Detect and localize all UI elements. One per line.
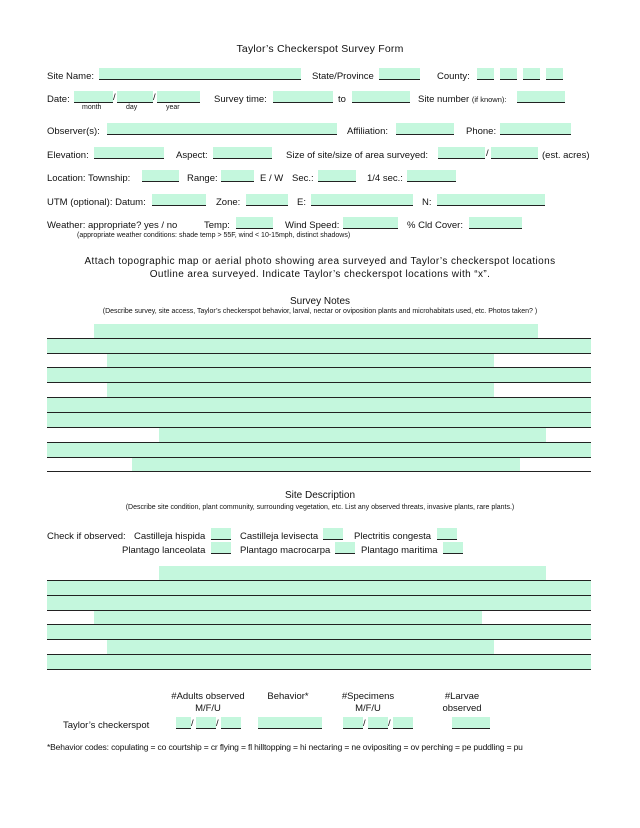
to-label: to (338, 94, 346, 105)
date-slash-2: / (153, 92, 156, 103)
description-highlight (47, 581, 591, 595)
site-number-text: Site number (418, 94, 470, 105)
specimens-slash-1: / (363, 718, 366, 729)
site-name-label: Site Name: (47, 71, 94, 82)
size-of-site-field[interactable] (438, 147, 485, 159)
aspect-label: Aspect: (176, 150, 208, 161)
castilleja-levisecta-check[interactable] (323, 528, 343, 540)
date-label: Date: (47, 94, 70, 105)
location-township-label: Location: Township: (47, 173, 131, 184)
site-description-title: Site Description (284, 490, 356, 501)
size-of-site-label: Size of site/size of area surveyed: (286, 150, 429, 161)
notes-highlight (47, 339, 591, 353)
form-title: Taylor’s Checkerspot Survey Form (236, 43, 404, 55)
plant-castilleja-hispida: Castilleja hispida (134, 531, 206, 542)
plantago-lanceolata-check[interactable] (211, 542, 231, 554)
survey-notes-subtitle: (Describe survey, site access, Taylor’s checkerspot behavior, larval, nectar or oviposition plants and microhabitats used, etc. Photos taken? ) (102, 308, 538, 315)
adults-header: #Adults observed (171, 691, 245, 702)
notes-highlight (47, 368, 591, 382)
size-slash: / (486, 148, 489, 159)
larvae-subheader: observed (442, 703, 482, 714)
description-line (47, 669, 591, 670)
adults-unknown-field[interactable] (221, 717, 241, 729)
notes-highlight (47, 443, 591, 457)
survey-time-label: Survey time: (214, 94, 267, 105)
elevation-label: Elevation: (47, 150, 89, 161)
datum-field[interactable] (152, 194, 206, 206)
notes-highlight (47, 398, 591, 412)
plantago-macrocarpa-check[interactable] (335, 542, 355, 554)
ew-label: E / W (260, 173, 284, 184)
specimens-subheader: M/F/U (355, 703, 381, 714)
wind-speed-field[interactable] (343, 217, 398, 229)
description-highlight (47, 625, 591, 639)
survey-notes-title: Survey Notes (289, 296, 351, 307)
plantago-maritima-check[interactable] (443, 542, 463, 554)
site-number-label (418, 94, 506, 105)
weather-label: Weather: appropriate? yes / no (47, 220, 178, 231)
sec-label: Sec.: (292, 173, 314, 184)
description-highlight (47, 655, 591, 669)
observers-field[interactable] (107, 123, 337, 135)
est-acres-label: (est. acres) (542, 150, 590, 161)
castilleja-hispida-check[interactable] (211, 528, 231, 540)
state-province-label: State/Province (312, 71, 374, 82)
sec-field[interactable] (318, 170, 356, 182)
utm-n-field[interactable] (437, 194, 545, 206)
quarter-sec-label: 1/4 sec.: (367, 173, 403, 184)
adults-slash-1: / (191, 718, 194, 729)
range-field[interactable] (221, 170, 254, 182)
date-day-field[interactable] (117, 91, 153, 103)
elevation-field[interactable] (94, 147, 164, 159)
cld-cover-field[interactable] (469, 217, 522, 229)
attach-instruction-1: Attach topographic map or aerial photo showing area surveyed and Taylor’s checkerspot locations (84, 256, 556, 267)
plant-castilleja-levisecta: Castilleja levisecta (240, 531, 319, 542)
weather-note: (appropriate weather conditions: shade temp > 55F, wind < 10-15mph, distinct shadows) (77, 232, 351, 239)
description-highlight (47, 596, 591, 610)
if-known-text: (if known): (471, 95, 507, 104)
state-province-field[interactable] (379, 68, 420, 80)
notes-highlight (107, 354, 494, 367)
adults-subheader: M/F/U (195, 703, 221, 714)
day-caption: day (126, 104, 138, 111)
temp-field[interactable] (236, 217, 273, 229)
month-caption: month (82, 104, 102, 111)
notes-highlight (132, 458, 520, 471)
site-description-subtitle: (Describe site condition, plant community, surrounding vegetation, etc. List any observed threats, invasive plants, rare plants.) (125, 504, 515, 511)
cld-cover-label: % Cld Cover: (407, 220, 463, 231)
specimens-header: #Specimens (341, 691, 395, 702)
county-field-2[interactable] (500, 68, 517, 80)
date-year-field[interactable] (157, 91, 200, 103)
specimens-slash-2: / (388, 718, 391, 729)
notes-highlight (94, 324, 538, 338)
wind-speed-label: Wind Speed: (285, 220, 340, 231)
larvae-field[interactable] (452, 717, 490, 729)
site-number-field[interactable] (517, 91, 565, 103)
date-slash-1: / (113, 92, 116, 103)
specimens-unknown-field[interactable] (393, 717, 413, 729)
county-field-4[interactable] (546, 68, 563, 80)
affiliation-label: Affiliation: (347, 126, 389, 137)
taylors-checkerspot-row-label: Taylor’s checkerspot (63, 720, 150, 731)
plant-plantago-macrocarpa: Plantago macrocarpa (240, 545, 331, 556)
notes-highlight (107, 383, 494, 397)
township-field[interactable] (142, 170, 179, 182)
adults-female-field[interactable] (196, 717, 216, 729)
check-if-observed-label: Check if observed: (47, 531, 126, 542)
aspect-field[interactable] (213, 147, 272, 159)
year-caption: year (166, 104, 180, 111)
phone-label: Phone: (466, 126, 497, 137)
behavior-header: Behavior* (267, 691, 309, 702)
survey-time-end-field[interactable] (352, 91, 410, 103)
adults-male-field[interactable] (176, 717, 191, 729)
adults-slash-2: / (216, 718, 219, 729)
notes-line (47, 471, 591, 472)
survey-time-start-field[interactable] (273, 91, 333, 103)
range-label: Range: (187, 173, 218, 184)
attach-instruction-2: Outline area surveyed. Indicate Taylor’s checkerspot locations with “x”. (149, 269, 491, 280)
county-label: County: (437, 71, 470, 82)
utm-e-label: E: (297, 197, 306, 208)
observers-label: Observer(s): (47, 126, 100, 137)
plant-plantago-lanceolata: Plantago lanceolata (122, 545, 206, 556)
utm-e-field[interactable] (311, 194, 413, 206)
behavior-codes-footnote: *Behavior codes: copulating = co courtship = cr flying = fl hilltopping = hi nectaring = ne ovipositing = ov perching = pe puddling = pu (47, 742, 523, 752)
quarter-sec-field[interactable] (407, 170, 456, 182)
behavior-field[interactable] (258, 717, 322, 729)
site-name-field[interactable] (99, 68, 301, 80)
zone-label: Zone: (216, 197, 241, 208)
specimens-female-field[interactable] (368, 717, 388, 729)
plant-plantago-maritima: Plantago maritima (361, 545, 438, 556)
county-field-3[interactable] (523, 68, 540, 80)
county-field-1[interactable] (477, 68, 494, 80)
area-surveyed-field[interactable] (491, 147, 538, 159)
zone-field[interactable] (246, 194, 288, 206)
specimens-male-field[interactable] (343, 717, 363, 729)
notes-highlight (47, 413, 591, 427)
temp-label: Temp: (204, 220, 230, 231)
affiliation-field[interactable] (396, 123, 454, 135)
phone-field[interactable] (500, 123, 571, 135)
plectritis-congesta-check[interactable] (437, 528, 457, 540)
utm-n-label: N: (422, 197, 432, 208)
utm-datum-label: UTM (optional): Datum: (47, 197, 146, 208)
plant-plectritis-congesta: Plectritis congesta (354, 531, 432, 542)
larvae-header: #Larvae (444, 691, 480, 702)
description-highlight (107, 640, 494, 654)
date-month-field[interactable] (74, 91, 113, 103)
notes-highlight (159, 428, 546, 442)
description-highlight (159, 566, 546, 580)
description-highlight (94, 611, 482, 624)
